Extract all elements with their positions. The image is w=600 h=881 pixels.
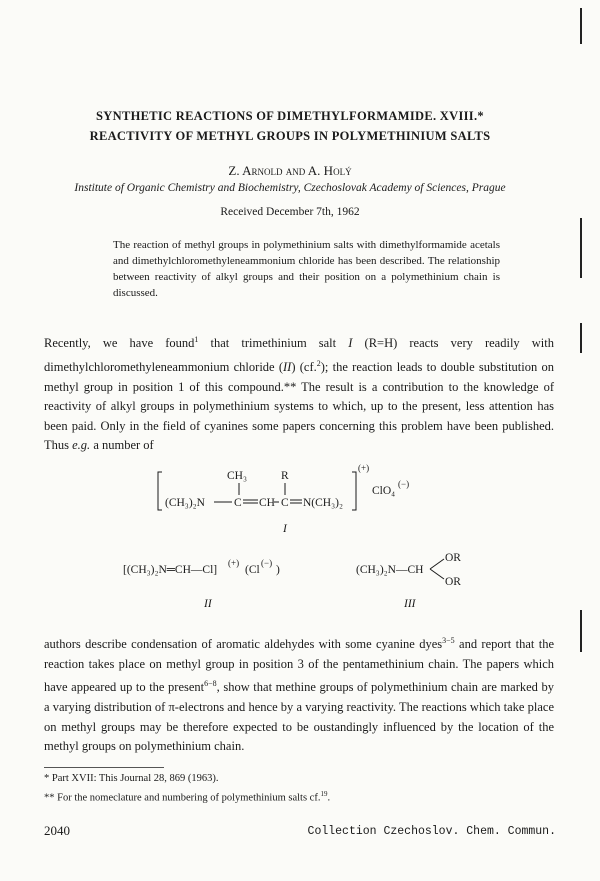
chloride-anion: (Cl	[245, 564, 260, 576]
margin-rule	[580, 218, 582, 278]
abstract	[113, 237, 500, 301]
footnote-divider	[44, 767, 164, 768]
margin-rule	[580, 323, 582, 353]
reference-link[interactable]: 3−5	[442, 636, 455, 645]
text-span: ); the reaction leads to double substitution on methyl group in position 1 of this compound.** The result is a contribution to the knowledge of reactivity of alkyl groups in polymethinium systems to which, up to the present, less attention has been paid. Only in the field of cyanines some papers concerning this problem have been published. Thus	[44, 359, 554, 453]
margin-rule	[580, 610, 582, 652]
text-span: ) (cf.	[291, 359, 317, 374]
compound-label-I: I	[283, 523, 287, 535]
text-span: authors describe condensation of aromatic aldehydes with some cyanine dyes	[44, 637, 443, 652]
body-paragraph-1	[44, 330, 554, 456]
charge-sign: (+)	[228, 558, 240, 568]
bracket-close: )	[276, 564, 280, 576]
carbon-atom: C	[281, 497, 289, 509]
text-span: a number of	[90, 438, 154, 453]
compound-label-III: III	[404, 598, 416, 610]
text-span: e.g.	[72, 438, 91, 453]
paper-title-line-2: REACTIVITY OF METHYL GROUPS IN POLYMETHINIUM SALTS	[89, 129, 491, 143]
text-span: .	[327, 792, 331, 804]
footnote-1: * Part XVII: This Journal 28, 869 (1963).	[44, 773, 219, 784]
compound-label-II: II	[204, 598, 212, 610]
page-number: 2040	[44, 823, 70, 838]
authors: Z. Arnold and A. Holý	[228, 163, 352, 178]
ch-group: CH	[259, 497, 275, 509]
footnote-2	[44, 790, 554, 804]
compound-number: II	[283, 359, 292, 374]
alkoxy-group: OR	[445, 576, 461, 588]
alkoxy-group: OR	[445, 552, 461, 564]
institution: Institute of Organic Chemistry and Biochemistry, Czechoslovak Academy of Sciences, Prague	[74, 182, 506, 194]
dimethylamino-right: N(CH₃)₂	[303, 497, 343, 509]
left-bracket	[158, 472, 162, 510]
reference-link[interactable]: 19	[320, 790, 328, 798]
bond-line	[430, 569, 444, 579]
acetal-formula: (CH₃)₂N—CH	[356, 564, 424, 576]
perchlorate-anion: ClO₄	[372, 485, 396, 497]
charge-sign: (−)	[261, 558, 273, 568]
margin-rule	[580, 8, 582, 44]
right-bracket	[352, 472, 356, 510]
journal-name: Collection Czechoslov. Chem. Commun.	[307, 825, 556, 838]
text-span: that trimethinium salt	[198, 336, 349, 351]
carbon-atom: C	[234, 497, 242, 509]
formamidinium-formula: [(CH₃)₂N═CH—Cl]	[123, 564, 218, 576]
abstract-text: The reaction of methyl groups in polymethinium salts with dimethylformamide acetals and dimethylchloromethyleneammonium chloride has been described. The relationship between reactivity of alkyl groups and their position on a polymethinium chain is discussed.	[113, 239, 500, 299]
structure-II	[123, 558, 280, 610]
bond-line	[430, 559, 444, 569]
compound-number: I	[348, 336, 353, 351]
ch3-group: CH₃	[227, 470, 247, 482]
r-group: R	[281, 470, 289, 482]
paper-title-line-1: SYNTHETIC REACTIONS OF DIMETHYLFORMAMIDE. XVIII.*	[96, 109, 484, 123]
text-span: ** For the nomeclature and numbering of polymethinium salts cf.	[44, 792, 321, 804]
text-span: , show that methine groups of polymethinium chain are marked by a varying distribution of π-electrons and hence by a varying reactivity. The reactions which take place on methyl groups may be therefore expected to be oustandingly influenced by the location of the methyl groups on polymethinium chain.	[44, 680, 554, 754]
text-span: and report that the reaction takes place on methyl group in position 3 of the pentamethinium chain. The papers which have appeared up to the present	[44, 637, 554, 695]
reference-link[interactable]: 6−8	[204, 679, 217, 689]
structure-III	[356, 552, 461, 610]
body-paragraph-2	[44, 631, 554, 757]
text-span: (R=H) reacts very readily with dimethylchloromethyleneammonium chloride (	[44, 336, 555, 374]
charge-sign: (−)	[398, 479, 410, 489]
reference-link[interactable]: 2	[316, 358, 321, 368]
dimethylamino-left: (CH₃)₂N	[165, 497, 205, 509]
reference-link[interactable]: 1	[194, 335, 199, 344]
structure-I	[158, 463, 409, 535]
charge-sign: (+)	[358, 463, 370, 473]
received-date: Received December 7th, 1962	[220, 206, 360, 218]
text-span: Recently, we have found	[44, 336, 195, 351]
